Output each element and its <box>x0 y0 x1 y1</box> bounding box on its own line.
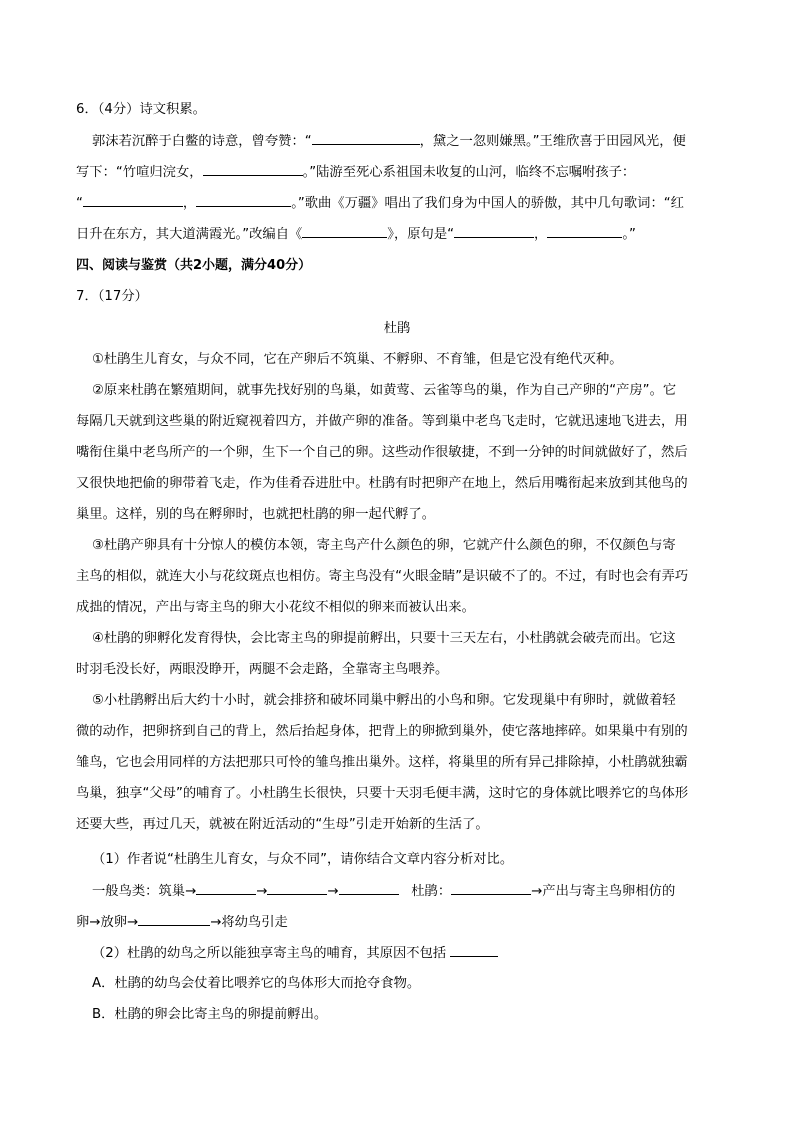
paragraph-4-line: 时羽毛没长好，两眼没睁开，两腿不会走路，全靠寄主鸟喂养。 <box>76 662 449 677</box>
paragraph-5-line: 雏鸟，它也会用同样的方法把那只可怜的雏鸟推出巢外。这样，将巢里的所有异己排除掉，小杜鹃就独霸 <box>76 755 688 770</box>
sub1-text: 杜鹃： <box>411 884 452 899</box>
arrow: → <box>256 884 268 899</box>
answer-blank[interactable] <box>138 912 210 926</box>
article-title: 杜鹃 <box>383 321 411 336</box>
q6-line-1 <box>92 131 742 152</box>
answer-blank[interactable] <box>203 162 303 176</box>
paragraph-2-line: 又很快地把偷的卵带着飞走，作为佳肴吞进肚中。杜鹃有时把卵产在地上，然后用嘴衔起来放到其他鸟的 <box>76 476 688 491</box>
sub1-text: 一般鸟类：筑巢→ <box>92 884 197 899</box>
answer-blank[interactable] <box>302 224 387 238</box>
q6-text: ， <box>534 227 548 242</box>
paragraph-5-line: 还要大些，再过几天，就被在附近活动的“生母”引走开始新的生活了。 <box>76 817 489 832</box>
q6-text: 。” <box>622 227 636 242</box>
sub-question-2 <box>92 943 742 964</box>
answer-blank[interactable] <box>547 224 622 238</box>
sub1-text: 卵→放卵→ <box>76 915 139 930</box>
sub2-text: （2）杜鹃的幼鸟之所以能独享寄主鸟的哺育，其原因不包括 <box>92 946 447 961</box>
sub1-text: →将幼鸟引走 <box>210 915 288 930</box>
q6-text: 日升在东方，其大道满霞光。”改编自《 <box>76 227 303 242</box>
answer-blank[interactable] <box>450 943 498 957</box>
q6-text: 郭沫若沉醉于白鳖的诗意，曾夸赞：“ <box>92 134 312 149</box>
paragraph-2-line: 嘴衔住巢中老鸟所产的一个卵，生下一个自己的卵。这些动作很敏捷，不到一分钟的时间就做好了，然后 <box>76 445 688 460</box>
paragraph-4-line: ④杜鹃的卵孵化发育得快，会比寄主鸟的卵提前孵出，只要十三天左右，小杜鹃就会破壳而出。它这 <box>92 631 676 646</box>
q7-header: 7．（17分） <box>76 289 148 304</box>
sub1-line-1 <box>92 881 742 902</box>
answer-blank[interactable] <box>196 881 256 895</box>
paragraph-5-line: 微的动作，把卵挤到自己的背上，然后抬起身体，把背上的卵掀到巢外，使它落地摔碎。如果巢中有别的 <box>76 724 688 739</box>
q6-text: ，黛之一忽则嫌黑。”王维欣喜于田园风光，便 <box>419 134 686 149</box>
arrow: → <box>327 884 339 899</box>
paragraph-5-line: ⑤小杜鹃孵出后大约十小时，就会排挤和破坏同巢中孵出的小鸟和卵。它发现巢中有卵时，就做着轻 <box>92 693 676 708</box>
paragraph-2-line: 巢里。这样，别的鸟在孵卵时，也就把杜鹃的卵一起代孵了。 <box>76 507 436 522</box>
answer-blank[interactable] <box>451 881 531 895</box>
q6-line-2 <box>76 162 726 183</box>
paragraph-2-line: 每隔几天就到这些巢的附近窥视着四方，并做产卵的准备。等到巢中老鸟飞走时，它就迅速地飞进去，用 <box>76 414 688 429</box>
paragraph-1: ①杜鹃生儿育女，与众不同，它在产卵后不筑巢、不孵卵、不育雏，但是它没有绝代灭种。 <box>92 352 623 367</box>
paragraph-5-line: 鸟巢，独享“父母”的哺育了。小杜鹃生长很快，只要十天羽毛便丰满，这时它的身体就比喂养它的鸟体形 <box>76 786 689 801</box>
q6-text: 。”歌曲《万疆》唱出了我们身为中国人的骄傲，其中几句歌词：“红 <box>291 196 684 211</box>
answer-blank[interactable] <box>339 881 399 895</box>
sub1-line-2 <box>76 912 726 933</box>
option-b[interactable]: B．杜鹃的卵会比寄主鸟的卵提前孵出。 <box>92 1007 328 1022</box>
answer-blank[interactable] <box>267 881 327 895</box>
paragraph-3-line: 主鸟的相似，就连大小与花纹斑点也相仿。寄主鸟没有“火眼金睛”是识破不了的。不过，有时也会有弄巧 <box>76 569 689 584</box>
sub-question-1: （1）作者说“杜鹃生儿育女，与众不同”，请你结合文章内容分析对比。 <box>92 852 514 867</box>
section-heading: 四、阅读与鉴赏（共2小题，满分40分） <box>76 258 312 273</box>
answer-blank[interactable] <box>83 193 183 207</box>
q6-header: 6．（4分）诗文积累。 <box>76 102 206 117</box>
q6-text: 。”陆游至死心系祖国未收复的山河，临终不忘嘱咐孩子： <box>302 165 636 180</box>
answer-blank[interactable] <box>454 224 534 238</box>
q6-line-3 <box>76 193 726 214</box>
paragraph-2-line: ②原来杜鹃在繁殖期间，就事先找好别的鸟巢，如黄莺、云雀等鸟的巢，作为自己产卵的“产房”。它 <box>92 383 677 398</box>
q6-text: ， <box>182 196 197 211</box>
option-a[interactable]: A．杜鹃的幼鸟会仗着比喂养它的鸟体形大而抢夺食物。 <box>92 976 421 991</box>
answer-blank[interactable] <box>312 131 420 145</box>
q6-text: 写下：“竹喧归浣女， <box>76 165 203 180</box>
paragraph-3-line: 成拙的情况，产出与寄主鸟的卵大小花纹不相似的卵来而被认出来。 <box>76 600 475 615</box>
q6-text: “ <box>76 196 83 211</box>
answer-blank[interactable] <box>196 193 291 207</box>
sub1-text: →产出与寄主鸟卵相仿的 <box>531 884 676 899</box>
q6-line-4 <box>76 224 726 245</box>
q6-text: 》，原句是“ <box>387 227 455 242</box>
paragraph-3-line: ③杜鹃产卵具有十分惊人的模仿本领，寄主鸟产什么颜色的卵，它就产什么颜色的卵，不仅颜色与寄 <box>92 538 676 553</box>
